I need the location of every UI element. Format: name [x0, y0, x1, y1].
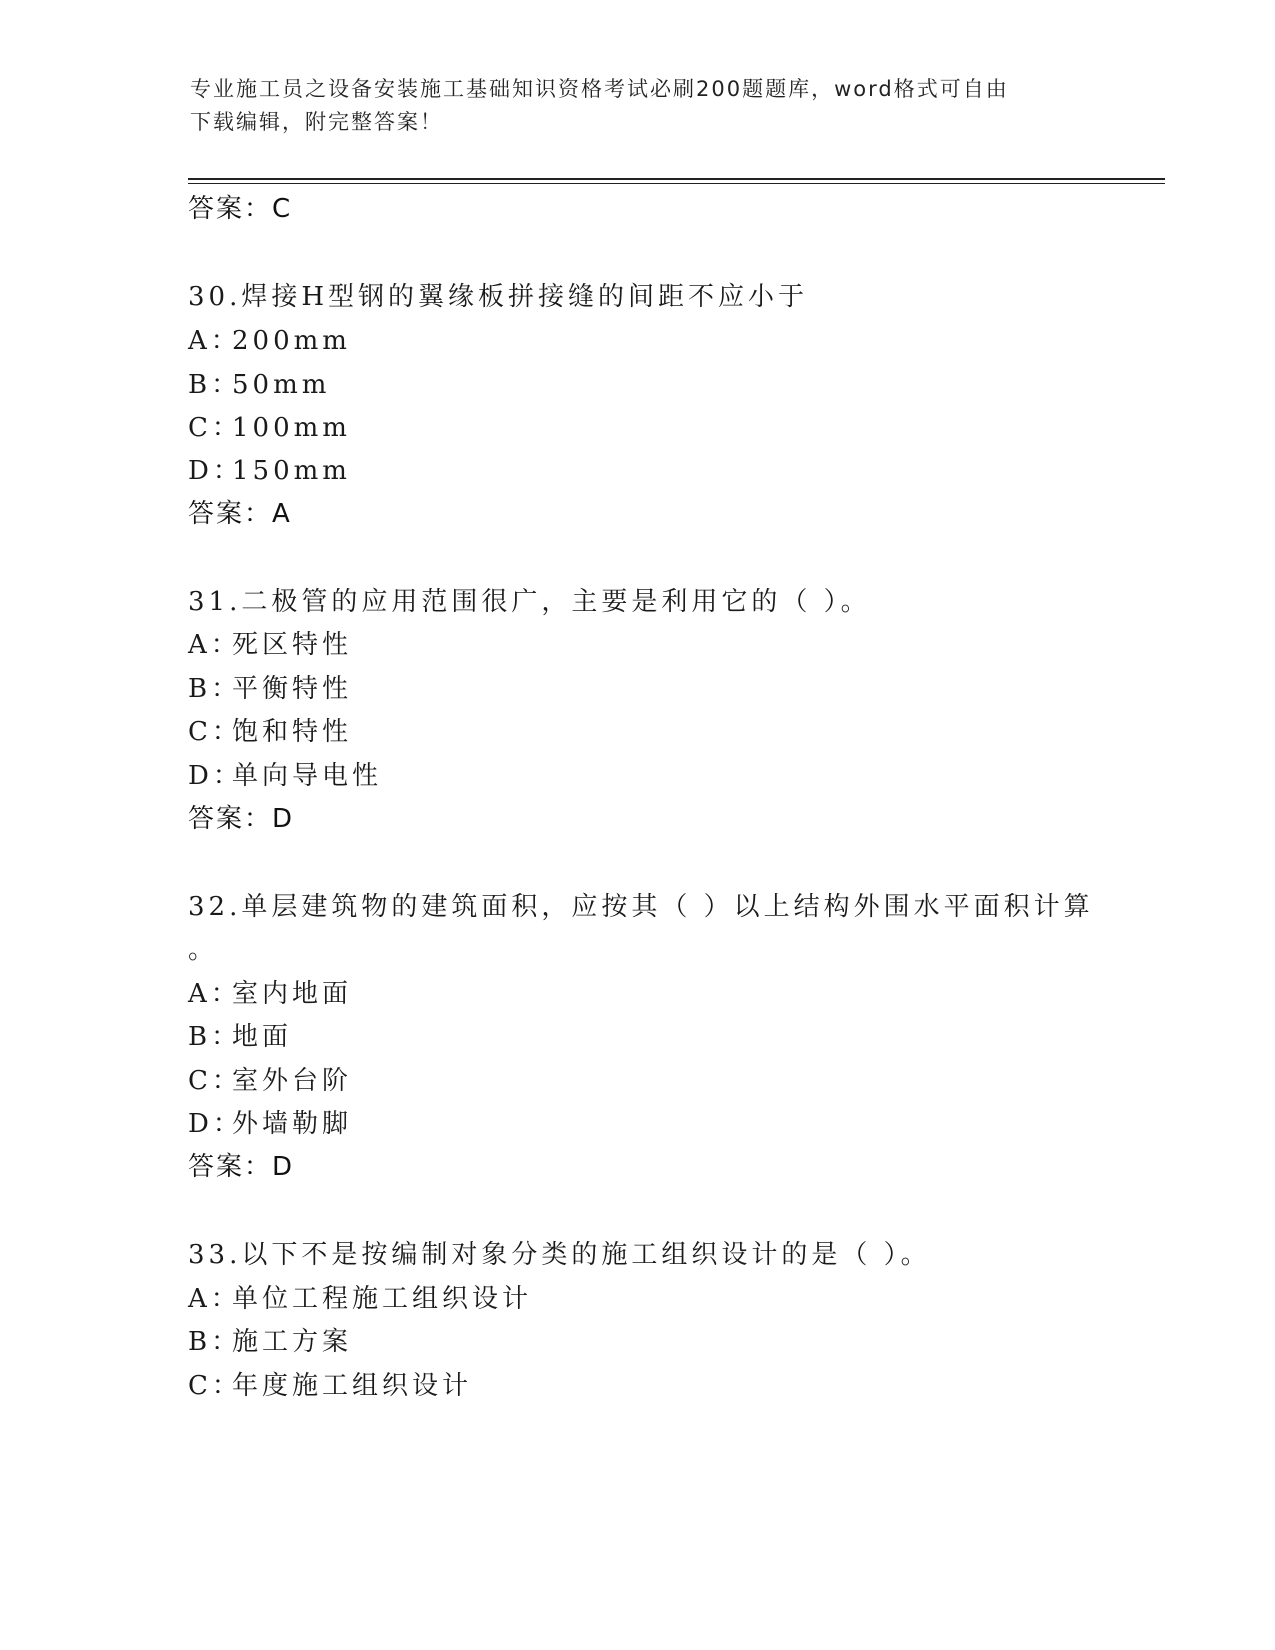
option-label: C： — [188, 717, 242, 747]
question-32-option-b — [188, 1016, 292, 1053]
option-text: 饱和特性 — [232, 717, 353, 747]
option-label: A： — [188, 630, 241, 660]
option-label: A： — [188, 979, 241, 1009]
option-text: 地面 — [232, 1022, 293, 1052]
option-text: 单向导电性 — [232, 761, 383, 791]
option-label: A： — [188, 1284, 241, 1314]
option-label: D： — [188, 1109, 243, 1139]
question-31-option-a — [188, 624, 352, 661]
option-text: 室内地面 — [232, 979, 353, 1009]
header-divider-thick — [188, 178, 1165, 180]
question-30-option-d — [188, 450, 351, 487]
option-text: 150mm — [232, 456, 351, 486]
question-30-option-b — [188, 364, 330, 401]
option-label: C： — [188, 1371, 242, 1401]
option-label: B： — [188, 370, 242, 400]
question-32-answer: 答案：D — [188, 1152, 295, 1182]
question-31-option-b — [188, 668, 352, 705]
option-label: D： — [188, 761, 243, 791]
option-text: 单位工程施工组织设计 — [232, 1284, 533, 1314]
question-31-option-d — [188, 755, 382, 792]
question-32-option-d — [188, 1103, 352, 1140]
option-label: C： — [188, 413, 242, 443]
option-label: D： — [188, 456, 243, 486]
document-header — [190, 73, 1090, 139]
question-30-text: 30.焊接H型钢的翼缘板拼接缝的间距不应小于 — [188, 282, 809, 312]
question-31-option-c — [188, 711, 352, 748]
header-divider-thin — [188, 183, 1165, 184]
option-label: B： — [188, 674, 242, 704]
question-32-text-continued: 。 — [188, 935, 219, 965]
question-33-text: 33.以下不是按编制对象分类的施工组织设计的是（ ）。 — [188, 1240, 931, 1270]
question-30-option-c — [188, 407, 351, 444]
option-label: B： — [188, 1327, 242, 1357]
option-text: 100mm — [232, 413, 351, 443]
option-text: 死区特性 — [232, 630, 353, 660]
question-30-answer: 答案：A — [188, 499, 292, 529]
header-line-1: 专业施工员之设备安装施工基础知识资格考试必刷200题题库，word格式可自由 — [190, 77, 1009, 101]
question-32-option-c — [188, 1060, 352, 1097]
option-text: 200mm — [232, 326, 351, 356]
question-33-option-c — [188, 1365, 472, 1402]
question-32-option-a — [188, 973, 352, 1010]
question-30-option-a — [188, 320, 351, 357]
option-label: C： — [188, 1066, 242, 1096]
question-31-text: 31.二极管的应用范围很广，主要是利用它的（ ）。 — [188, 587, 871, 617]
option-label: A： — [188, 326, 241, 356]
question-33-option-a — [188, 1278, 532, 1315]
question-33-option-b — [188, 1321, 352, 1358]
option-text: 施工方案 — [232, 1327, 353, 1357]
option-text: 外墙勒脚 — [232, 1109, 353, 1139]
previous-answer: 答案：C — [188, 194, 293, 224]
option-text: 室外台阶 — [232, 1066, 353, 1096]
option-label: B： — [188, 1022, 242, 1052]
question-31-answer: 答案：D — [188, 804, 295, 834]
option-text: 年度施工组织设计 — [232, 1371, 473, 1401]
question-32-text: 32.单层建筑物的建筑面积，应按其（ ）以上结构外围水平面积计算 — [188, 892, 1094, 922]
header-line-2: 下载编辑，附完整答案！ — [190, 110, 443, 134]
option-text: 50mm — [232, 370, 331, 400]
option-text: 平衡特性 — [232, 674, 353, 704]
